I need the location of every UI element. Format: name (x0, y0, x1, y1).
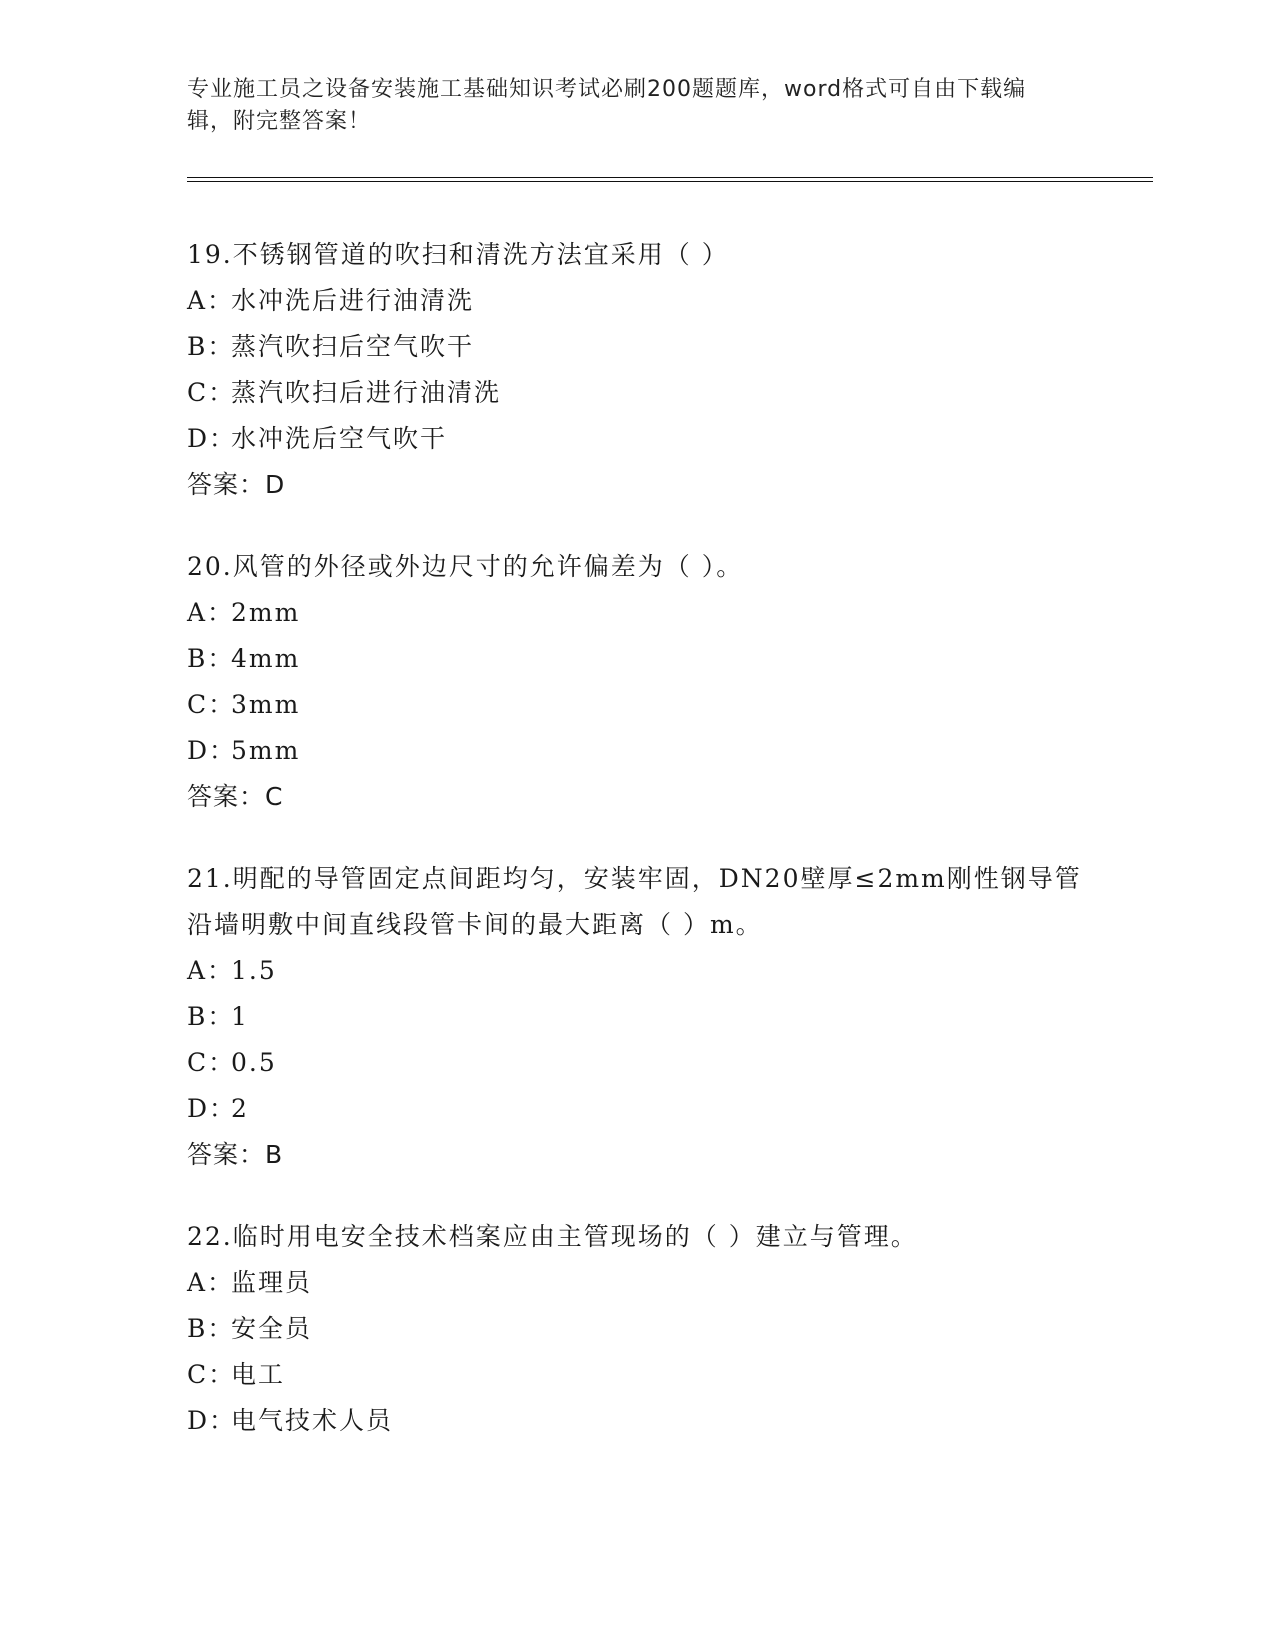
option-c (187, 1352, 1087, 1398)
option-text: 1.5 (231, 956, 277, 985)
option-text: 0.5 (231, 1048, 277, 1077)
header-double-rule (187, 177, 1153, 182)
option-label: B： (187, 1314, 235, 1343)
option-label: B： (187, 644, 235, 673)
option-label: B： (187, 332, 235, 361)
option-text: 1 (231, 1002, 249, 1031)
option-b (187, 1306, 1087, 1352)
option-label: C： (187, 1048, 236, 1077)
option-label: A： (187, 286, 235, 315)
question-stem: 19.不锈钢管道的吹扫和清洗方法宜采用（ ） (187, 240, 729, 269)
option-text: 2mm (231, 598, 301, 627)
option-text: 安全员 (231, 1314, 313, 1343)
question-22 (187, 1214, 1087, 1444)
answer-line: 答案：C (187, 782, 284, 811)
option-c (187, 1040, 1087, 1086)
option-text: 2 (231, 1094, 249, 1123)
question-21 (187, 856, 1087, 1178)
option-text: 5mm (231, 736, 301, 765)
option-label: C： (187, 378, 236, 407)
question-20 (187, 544, 1087, 820)
option-b (187, 994, 1087, 1040)
option-label: B： (187, 1002, 235, 1031)
option-d (187, 416, 1087, 462)
question-19 (187, 232, 1087, 508)
option-b (187, 636, 1087, 682)
option-text: 电气技术人员 (231, 1406, 394, 1435)
option-text: 4mm (231, 644, 301, 673)
option-d (187, 1398, 1087, 1444)
option-text: 蒸汽吹扫后空气吹干 (231, 332, 475, 361)
option-label: D： (187, 736, 237, 765)
option-label: A： (187, 1268, 235, 1297)
answer-line: 答案：D (187, 470, 286, 499)
question-stem: 21.明配的导管固定点间距均匀，安装牢固，DN20壁厚≤2mm刚性钢导管沿墙明敷中间直线段管卡间的最大距离（ ）m。 (187, 864, 1082, 939)
option-text: 蒸汽吹扫后进行油清洗 (231, 378, 502, 407)
option-label: A： (187, 956, 235, 985)
option-label: C： (187, 690, 236, 719)
document-header-title: 专业施工员之设备安装施工基础知识考试必刷200题题库，word格式可自由下载编辑，附完整答案！ (187, 77, 1027, 134)
option-label: D： (187, 424, 237, 453)
question-stem: 22.临时用电安全技术档案应由主管现场的（ ）建立与管理。 (187, 1222, 918, 1251)
option-d (187, 728, 1087, 774)
option-label: C： (187, 1360, 236, 1389)
option-d (187, 1086, 1087, 1132)
option-text: 3mm (231, 690, 301, 719)
option-a (187, 948, 1087, 994)
question-stem: 20.风管的外径或外边尺寸的允许偏差为（ ）。 (187, 552, 744, 581)
option-c (187, 682, 1087, 728)
option-text: 电工 (231, 1360, 286, 1389)
question-list (187, 232, 1087, 1480)
option-label: D： (187, 1406, 237, 1435)
option-a (187, 1260, 1087, 1306)
option-a (187, 278, 1087, 324)
option-text: 水冲洗后进行油清洗 (231, 286, 475, 315)
option-c (187, 370, 1087, 416)
answer-line: 答案：B (187, 1140, 284, 1169)
option-label: A： (187, 598, 235, 627)
option-a (187, 590, 1087, 636)
option-label: D： (187, 1094, 237, 1123)
option-text: 水冲洗后空气吹干 (231, 424, 448, 453)
option-text: 监理员 (231, 1268, 313, 1297)
option-b (187, 324, 1087, 370)
